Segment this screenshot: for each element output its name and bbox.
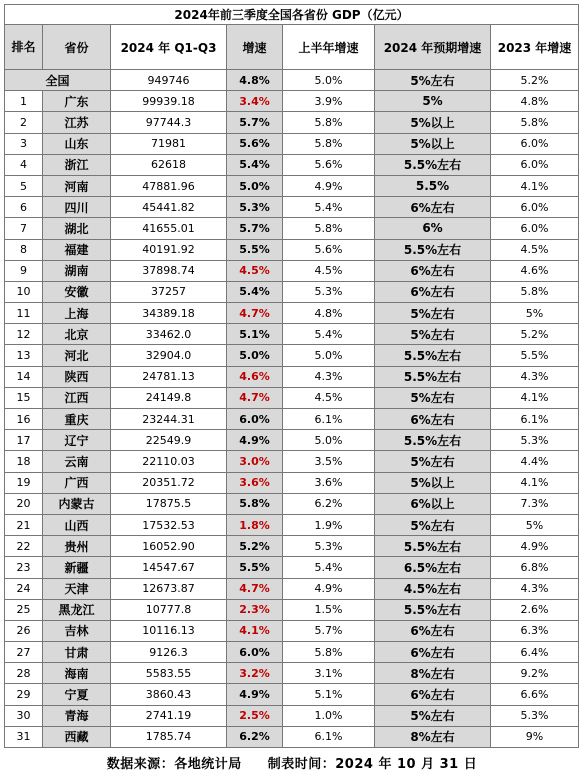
h1-growth-cell: 5.8% [283, 112, 375, 133]
table-row [5, 705, 579, 726]
growth-2023-cell: 5.2% [491, 324, 579, 345]
h1-growth-cell: 6.2% [283, 493, 375, 514]
rank-cell: 16 [5, 409, 43, 430]
forecast-cell: 6%左右 [375, 281, 491, 302]
rank-cell: 19 [5, 472, 43, 493]
h1-growth-cell: 5.0% [283, 345, 375, 366]
growth-cell: 5.2% [227, 536, 283, 557]
forecast-cell: 5.5%左右 [375, 154, 491, 175]
province-cell: 海南 [43, 663, 111, 684]
h1-growth-cell: 5.4% [283, 197, 375, 218]
q1q3-cell: 99939.18 [111, 91, 227, 112]
province-cell: 云南 [43, 451, 111, 472]
province-cell: 河南 [43, 175, 111, 196]
forecast-cell: 6% [375, 218, 491, 239]
growth-cell: 5.4% [227, 154, 283, 175]
province-cell: 陕西 [43, 366, 111, 387]
q1q3-cell: 47881.96 [111, 175, 227, 196]
growth-cell: 6.0% [227, 409, 283, 430]
table-row [5, 260, 579, 281]
table-row [5, 387, 579, 408]
table-row [5, 345, 579, 366]
q1q3-cell: 16052.90 [111, 536, 227, 557]
forecast-cell: 5%左右 [375, 705, 491, 726]
forecast-cell: 5.5%左右 [375, 430, 491, 451]
growth-2023-cell: 6.0% [491, 197, 579, 218]
q1q3-cell: 37257 [111, 281, 227, 302]
province-cell: 湖南 [43, 260, 111, 281]
rank-cell: 17 [5, 430, 43, 451]
forecast-cell: 6%左右 [375, 260, 491, 281]
rank-cell: 9 [5, 260, 43, 281]
h1-growth-cell: 1.9% [283, 514, 375, 535]
rank-cell: 25 [5, 599, 43, 620]
table-row [5, 175, 579, 196]
province-cell: 江苏 [43, 112, 111, 133]
rank-cell: 7 [5, 218, 43, 239]
growth-cell: 5.4% [227, 281, 283, 302]
forecast-cell: 5%左右 [375, 303, 491, 324]
forecast-cell: 5%以上 [375, 112, 491, 133]
rank-cell: 21 [5, 514, 43, 535]
rank-cell: 11 [5, 303, 43, 324]
q1q3-cell: 17875.5 [111, 493, 227, 514]
table-row [5, 620, 579, 641]
table-row [5, 514, 579, 535]
forecast-cell: 5.5%左右 [375, 345, 491, 366]
table-row [5, 726, 579, 747]
h1-growth-cell: 4.5% [283, 260, 375, 281]
province-cell: 山西 [43, 514, 111, 535]
province-cell: 山东 [43, 133, 111, 154]
forecast-cell: 6.5%左右 [375, 557, 491, 578]
h1-growth-cell: 5.0% [283, 430, 375, 451]
h1-growth-cell: 3.1% [283, 663, 375, 684]
gdp-table [4, 4, 579, 748]
rank-cell: 29 [5, 684, 43, 705]
q1q3-cell: 1785.74 [111, 726, 227, 747]
forecast-cell: 6%左右 [375, 684, 491, 705]
h1-growth-cell: 4.5% [283, 387, 375, 408]
table-row [5, 91, 579, 112]
growth-cell: 5.7% [227, 218, 283, 239]
national-h1-growth: 5.0% [283, 70, 375, 91]
q1q3-cell: 10777.8 [111, 599, 227, 620]
rank-cell: 5 [5, 175, 43, 196]
forecast-cell: 5%左右 [375, 451, 491, 472]
h1-growth-cell: 1.0% [283, 705, 375, 726]
table-row [5, 430, 579, 451]
province-cell: 安徽 [43, 281, 111, 302]
forecast-cell: 6%以上 [375, 493, 491, 514]
growth-cell: 6.0% [227, 642, 283, 663]
header-row [5, 25, 579, 70]
table-row [5, 324, 579, 345]
growth-cell: 5.3% [227, 197, 283, 218]
q1q3-cell: 5583.55 [111, 663, 227, 684]
province-cell: 江西 [43, 387, 111, 408]
q1q3-cell: 2741.19 [111, 705, 227, 726]
growth-cell: 2.3% [227, 599, 283, 620]
growth-2023-cell: 5% [491, 303, 579, 324]
table-row [5, 409, 579, 430]
growth-2023-cell: 5.8% [491, 281, 579, 302]
q1q3-cell: 20351.72 [111, 472, 227, 493]
forecast-cell: 6%左右 [375, 197, 491, 218]
footer [0, 753, 584, 772]
h1-growth-cell: 4.9% [283, 175, 375, 196]
gdp-sheet [4, 4, 578, 748]
q1q3-cell: 17532.53 [111, 514, 227, 535]
rank-cell: 4 [5, 154, 43, 175]
table-row [5, 218, 579, 239]
q1q3-cell: 22549.9 [111, 430, 227, 451]
growth-2023-cell: 6.0% [491, 218, 579, 239]
growth-2023-cell: 4.1% [491, 387, 579, 408]
rank-cell: 8 [5, 239, 43, 260]
header-growth-2023: 2023 年增速 [491, 25, 579, 70]
q1q3-cell: 22110.03 [111, 451, 227, 472]
growth-2023-cell: 9% [491, 726, 579, 747]
forecast-cell: 8%左右 [375, 726, 491, 747]
growth-cell: 5.7% [227, 112, 283, 133]
growth-2023-cell: 6.0% [491, 133, 579, 154]
h1-growth-cell: 5.7% [283, 620, 375, 641]
footer-source: 数据来源：各地统计局 [106, 757, 242, 772]
rank-cell: 6 [5, 197, 43, 218]
forecast-cell: 8%左右 [375, 663, 491, 684]
province-cell: 广西 [43, 472, 111, 493]
growth-2023-cell: 4.8% [491, 91, 579, 112]
growth-cell: 5.8% [227, 493, 283, 514]
q1q3-cell: 3860.43 [111, 684, 227, 705]
province-cell: 北京 [43, 324, 111, 345]
growth-cell: 4.7% [227, 578, 283, 599]
province-cell: 吉林 [43, 620, 111, 641]
h1-growth-cell: 5.6% [283, 239, 375, 260]
growth-cell: 5.6% [227, 133, 283, 154]
table-row [5, 599, 579, 620]
growth-2023-cell: 5.3% [491, 705, 579, 726]
growth-cell: 2.5% [227, 705, 283, 726]
growth-cell: 4.7% [227, 387, 283, 408]
header-q1q3: 2024 年 Q1-Q3 [111, 25, 227, 70]
h1-growth-cell: 5.3% [283, 281, 375, 302]
province-cell: 宁夏 [43, 684, 111, 705]
growth-cell: 4.1% [227, 620, 283, 641]
header-growth: 增速 [227, 25, 283, 70]
province-cell: 贵州 [43, 536, 111, 557]
h1-growth-cell: 5.6% [283, 154, 375, 175]
table-title: 2024年前三季度全国各省份 GDP（亿元） [5, 5, 579, 25]
rank-cell: 26 [5, 620, 43, 641]
growth-cell: 3.4% [227, 91, 283, 112]
province-cell: 福建 [43, 239, 111, 260]
h1-growth-cell: 3.5% [283, 451, 375, 472]
growth-2023-cell: 6.6% [491, 684, 579, 705]
q1q3-cell: 14547.67 [111, 557, 227, 578]
forecast-cell: 5% [375, 91, 491, 112]
rank-cell: 14 [5, 366, 43, 387]
growth-cell: 3.6% [227, 472, 283, 493]
growth-2023-cell: 4.3% [491, 578, 579, 599]
table-row [5, 472, 579, 493]
national-growth-2023: 5.2% [491, 70, 579, 91]
forecast-cell: 6%左右 [375, 409, 491, 430]
rank-cell: 22 [5, 536, 43, 557]
q1q3-cell: 33462.0 [111, 324, 227, 345]
rank-cell: 3 [5, 133, 43, 154]
growth-2023-cell: 4.6% [491, 260, 579, 281]
growth-2023-cell: 5.5% [491, 345, 579, 366]
growth-cell: 4.7% [227, 303, 283, 324]
q1q3-cell: 24781.13 [111, 366, 227, 387]
province-cell: 天津 [43, 578, 111, 599]
table-row [5, 493, 579, 514]
h1-growth-cell: 1.5% [283, 599, 375, 620]
q1q3-cell: 9126.3 [111, 642, 227, 663]
table-row [5, 197, 579, 218]
growth-cell: 5.0% [227, 175, 283, 196]
forecast-cell: 5.5%左右 [375, 366, 491, 387]
national-growth: 4.8% [227, 70, 283, 91]
province-cell: 四川 [43, 197, 111, 218]
growth-cell: 3.2% [227, 663, 283, 684]
q1q3-cell: 41655.01 [111, 218, 227, 239]
table-row [5, 239, 579, 260]
rank-cell: 31 [5, 726, 43, 747]
growth-cell: 4.5% [227, 260, 283, 281]
rank-cell: 13 [5, 345, 43, 366]
growth-2023-cell: 5.8% [491, 112, 579, 133]
h1-growth-cell: 5.3% [283, 536, 375, 557]
growth-cell: 6.2% [227, 726, 283, 747]
forecast-cell: 6%左右 [375, 620, 491, 641]
h1-growth-cell: 4.3% [283, 366, 375, 387]
growth-2023-cell: 4.9% [491, 536, 579, 557]
province-cell: 青海 [43, 705, 111, 726]
province-cell: 新疆 [43, 557, 111, 578]
h1-growth-cell: 5.8% [283, 218, 375, 239]
rank-cell: 1 [5, 91, 43, 112]
q1q3-cell: 32904.0 [111, 345, 227, 366]
q1q3-cell: 24149.8 [111, 387, 227, 408]
growth-cell: 4.9% [227, 684, 283, 705]
forecast-cell: 5.5% [375, 175, 491, 196]
table-row [5, 303, 579, 324]
growth-2023-cell: 2.6% [491, 599, 579, 620]
growth-2023-cell: 7.3% [491, 493, 579, 514]
province-cell: 辽宁 [43, 430, 111, 451]
growth-2023-cell: 4.4% [491, 451, 579, 472]
forecast-cell: 5%左右 [375, 514, 491, 535]
forecast-cell: 5%左右 [375, 324, 491, 345]
h1-growth-cell: 5.1% [283, 684, 375, 705]
forecast-cell: 6%左右 [375, 642, 491, 663]
growth-2023-cell: 4.3% [491, 366, 579, 387]
province-cell: 黑龙江 [43, 599, 111, 620]
table-row [5, 684, 579, 705]
header-forecast-2024: 2024 年预期增速 [375, 25, 491, 70]
table-row [5, 451, 579, 472]
growth-cell: 1.8% [227, 514, 283, 535]
growth-cell: 5.0% [227, 345, 283, 366]
province-cell: 广东 [43, 91, 111, 112]
h1-growth-cell: 5.8% [283, 642, 375, 663]
q1q3-cell: 34389.18 [111, 303, 227, 324]
footer-made-date: 制表时间：2024 年 10 月 31 日 [267, 757, 478, 772]
growth-cell: 3.0% [227, 451, 283, 472]
rank-cell: 27 [5, 642, 43, 663]
growth-cell: 5.1% [227, 324, 283, 345]
forecast-cell: 5%以上 [375, 133, 491, 154]
forecast-cell: 4.5%左右 [375, 578, 491, 599]
province-cell: 甘肃 [43, 642, 111, 663]
growth-cell: 4.9% [227, 430, 283, 451]
q1q3-cell: 12673.87 [111, 578, 227, 599]
province-cell: 内蒙古 [43, 493, 111, 514]
forecast-cell: 5%以上 [375, 472, 491, 493]
table-row [5, 281, 579, 302]
forecast-cell: 5.5%左右 [375, 599, 491, 620]
table-row [5, 536, 579, 557]
header-rank: 排名 [5, 25, 43, 70]
growth-2023-cell: 4.1% [491, 472, 579, 493]
rank-cell: 18 [5, 451, 43, 472]
q1q3-cell: 45441.82 [111, 197, 227, 218]
province-cell: 浙江 [43, 154, 111, 175]
table-row [5, 663, 579, 684]
rank-cell: 28 [5, 663, 43, 684]
rank-cell: 30 [5, 705, 43, 726]
rank-cell: 23 [5, 557, 43, 578]
q1q3-cell: 10116.13 [111, 620, 227, 641]
h1-growth-cell: 5.8% [283, 133, 375, 154]
growth-2023-cell: 9.2% [491, 663, 579, 684]
h1-growth-cell: 4.9% [283, 578, 375, 599]
province-cell: 湖北 [43, 218, 111, 239]
growth-2023-cell: 6.4% [491, 642, 579, 663]
h1-growth-cell: 4.8% [283, 303, 375, 324]
q1q3-cell: 23244.31 [111, 409, 227, 430]
growth-2023-cell: 6.1% [491, 409, 579, 430]
header-h1-growth: 上半年增速 [283, 25, 375, 70]
province-cell: 河北 [43, 345, 111, 366]
province-cell: 西藏 [43, 726, 111, 747]
h1-growth-cell: 5.4% [283, 324, 375, 345]
header-province: 省份 [43, 25, 111, 70]
forecast-cell: 5.5%左右 [375, 536, 491, 557]
province-cell: 重庆 [43, 409, 111, 430]
growth-cell: 4.6% [227, 366, 283, 387]
q1q3-cell: 37898.74 [111, 260, 227, 281]
table-row [5, 366, 579, 387]
rank-cell: 20 [5, 493, 43, 514]
growth-2023-cell: 6.8% [491, 557, 579, 578]
rank-cell: 12 [5, 324, 43, 345]
growth-2023-cell: 6.0% [491, 154, 579, 175]
table-row [5, 154, 579, 175]
h1-growth-cell: 6.1% [283, 726, 375, 747]
h1-growth-cell: 6.1% [283, 409, 375, 430]
table-row [5, 578, 579, 599]
h1-growth-cell: 3.9% [283, 91, 375, 112]
rank-cell: 24 [5, 578, 43, 599]
growth-2023-cell: 6.3% [491, 620, 579, 641]
h1-growth-cell: 5.4% [283, 557, 375, 578]
growth-cell: 5.5% [227, 239, 283, 260]
growth-2023-cell: 4.1% [491, 175, 579, 196]
q1q3-cell: 97744.3 [111, 112, 227, 133]
table-row [5, 133, 579, 154]
q1q3-cell: 71981 [111, 133, 227, 154]
forecast-cell: 5%左右 [375, 387, 491, 408]
q1q3-cell: 40191.92 [111, 239, 227, 260]
growth-2023-cell: 4.5% [491, 239, 579, 260]
national-q1q3: 949746 [111, 70, 227, 91]
national-row [5, 70, 579, 91]
q1q3-cell: 62618 [111, 154, 227, 175]
national-forecast: 5%左右 [375, 70, 491, 91]
table-row [5, 112, 579, 133]
table-row [5, 557, 579, 578]
growth-2023-cell: 5.3% [491, 430, 579, 451]
forecast-cell: 5.5%左右 [375, 239, 491, 260]
province-cell: 上海 [43, 303, 111, 324]
rank-cell: 2 [5, 112, 43, 133]
rank-cell: 10 [5, 281, 43, 302]
growth-2023-cell: 5% [491, 514, 579, 535]
rank-cell: 15 [5, 387, 43, 408]
national-label: 全国 [5, 70, 111, 91]
h1-growth-cell: 3.6% [283, 472, 375, 493]
table-row [5, 642, 579, 663]
growth-cell: 5.5% [227, 557, 283, 578]
